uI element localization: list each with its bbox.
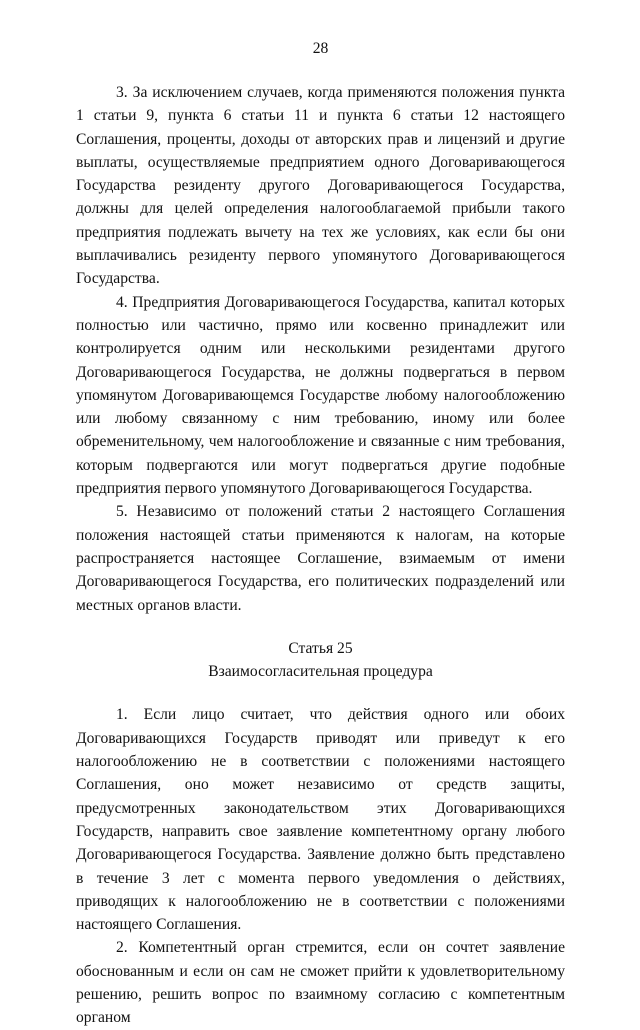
paragraph-article25-item2: 2. Компетентный орган стремится, если он сочтет заявление обоснованным и если он сам не сможет прийти к удовлетворительному решению, решить вопрос по взаимному согласию с компетентным органом <box>76 939 565 1027</box>
paragraph-article24-item4: 4. Предприятия Договаривающегося Государства, капитал которых полностью или частично, прямо или косвенно принадлежит или контролируется одним или несколькими резидентами другого Договаривающегося Государства, не должны подвергаться в первом упомянутом Договаривающемся Государстве любому налогообложению или любому связанному с ним требованию, иному или более обременительному, чем налогообложение и связанные с ним требования, которым подвергаются или могут подвергаться другие подобные предприятия первого упомянутого Договаривающегося Государства. <box>76 293 565 498</box>
article-subtitle: Взаимосогласительная процедура <box>208 663 433 681</box>
paragraph-article24-item5: 5. Независимо от положений статьи 2 настоящего Соглашения положения настоящей статьи применяются к налогам, на которые распространяется настоящее Соглашение, взимаемым от имени Договаривающегося Государства, его политических подразделений или местных органов власти. <box>76 503 565 614</box>
article-title: Статья 25 <box>288 639 353 657</box>
paragraph-article24-item3: 3. За исключением случаев, когда применяются положения пункта 1 статьи 9, пункта 6 статьи 11 и пункта 6 статьи 12 настоящего Соглашения, проценты, доходы от авторских прав и лицензий и другие выплаты, осуществляемые предприятием одного Договаривающегося Государства резиденту другого Договаривающегося Государства, должны для целей определения налогооблагаемой прибыли такого предприятия подлежать вычету на тех же условиях, как если бы они выплачивались резиденту первого упомянутого Договаривающегося Государства. <box>76 84 565 288</box>
paragraph-article25-item1: 1. Если лицо считает, что действия одного или обоих Договаривающихся Государств приводят или приведут к его налогообложению не в соответствии с положениями настоящего Соглашения, оно может независимо от средств защиты, предусмотренных законодательством этих Договаривающихся Государств, направить свое заявление компетентному органу любого Договаривающегося Государства. Заявление должно быть представлено в течение 3 лет с момента первого уведомления о действиях, приводящих к налогообложению не в соответствии с положениями настоящего Соглашения. <box>76 706 565 934</box>
page-number: 28 <box>312 40 329 57</box>
